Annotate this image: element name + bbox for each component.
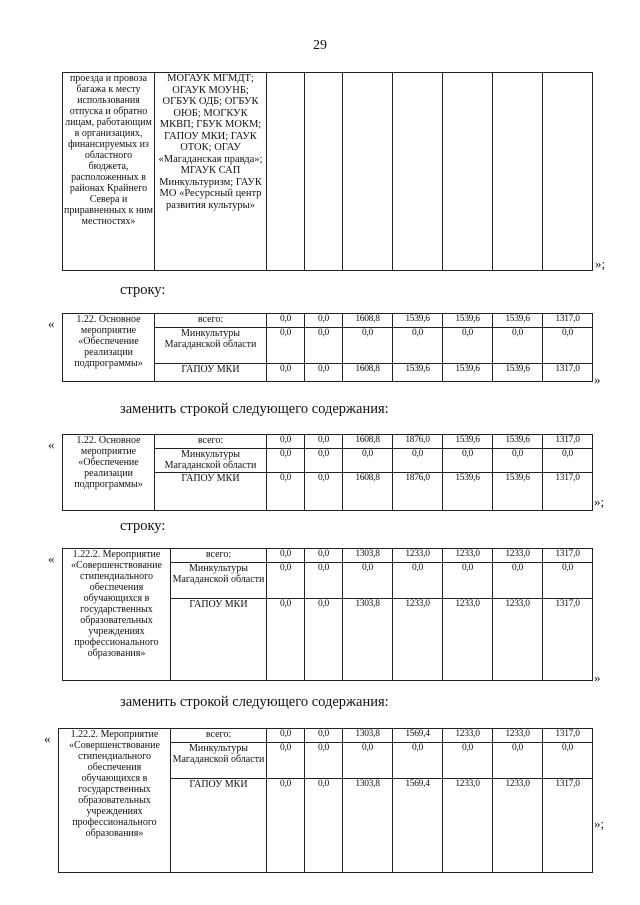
block2-exec-total: всего: [155,435,267,449]
value-cell: 1233,0 [493,729,543,743]
top-continuation-table [62,72,593,271]
value-cell: 1317,0 [543,729,593,743]
open-quote-3: « [48,551,55,566]
value-cell: 1876,0 [393,473,443,511]
value-cell: 1317,0 [543,549,593,563]
value-cell: 1569,4 [393,729,443,743]
block1-exec-gapou: ГАПОУ МКИ [155,364,267,382]
value-cell: 1317,0 [543,473,593,511]
block-table-1 [62,313,593,382]
value-cell: 1539,6 [493,473,543,511]
value-cell: 1608,8 [343,314,393,328]
value-cell: 1539,6 [443,314,493,328]
value-cell: 0,0 [305,435,343,449]
value-cell: 0,0 [267,599,305,681]
value-cell: 1233,0 [493,599,543,681]
value-cell: 1233,0 [493,549,543,563]
value-cell: 0,0 [343,743,393,779]
block1-exec-total: всего: [155,314,267,328]
value-cell: 1539,6 [443,364,493,382]
value-cell: 0,0 [305,743,343,779]
open-quote-2: « [48,437,55,452]
block-table-2 [62,434,593,511]
value-cell: 0,0 [305,314,343,328]
value-cell: 1303,8 [343,729,393,743]
value-cell: 1233,0 [493,779,543,873]
value-cell: 0,0 [493,743,543,779]
value-cell: 0,0 [305,729,343,743]
value-cell: 1303,8 [343,599,393,681]
value-cell: 1317,0 [543,314,593,328]
block4-exec-total: всего: [171,729,267,743]
value-cell: 0,0 [267,328,305,364]
value-cell: 0,0 [267,473,305,511]
value-cell: 0,0 [267,314,305,328]
block2-exec-ministry: Минкультуры Магаданской области [155,449,267,473]
value-cell: 0,0 [493,563,543,599]
block3-exec-total: всего: [171,549,267,563]
row-word-2: строку: [120,518,166,534]
value-cell: 1233,0 [443,729,493,743]
value-cell: 1539,6 [393,314,443,328]
close-quote-1: » [594,372,601,387]
value-cell: 0,0 [393,563,443,599]
value-cell: 0,0 [543,563,593,599]
value-cell: 1233,0 [393,599,443,681]
value-cell: 1317,0 [543,599,593,681]
close-quote-2: »; [594,494,605,509]
value-cell: 1539,6 [493,435,543,449]
value-cell: 0,0 [267,779,305,873]
value-cell: 1303,8 [343,549,393,563]
value-cell: 0,0 [305,449,343,473]
value-cell: 1233,0 [443,779,493,873]
value-cell: 1608,8 [343,473,393,511]
value-cell: 1876,0 [393,435,443,449]
value-cell: 1233,0 [443,599,493,681]
value-cell: 0,0 [305,599,343,681]
institutions-cell: МОГАУК МГМДТ; ОГАУК МОУНБ; ОГБУК ОДБ; ОГБУК ОЮБ; МОГКУК МКВП; ГБУК МОКМ; ГАПОУ МКИ; ГАУК ОТОК; ОГАУ «Магаданская правда»; МГАУК САП Минкультуризм; ГАУК МО «Ресурсный центр развития культуры» [155,73,267,271]
value-cell: 0,0 [543,449,593,473]
value-cell: 1233,0 [443,549,493,563]
close-quote-3: » [594,670,601,685]
replace-text-1: заменить строкой следующего содержания: [120,401,389,417]
value-cell: 1233,0 [393,549,443,563]
block2-name: 1.22. Основное мероприятие «Обеспечение реализации подпрограммы» [63,435,155,511]
value-cell: 0,0 [305,364,343,382]
value-cell: 1539,6 [443,473,493,511]
block4-exec-ministry: Минкультуры Магаданской области [171,743,267,779]
value-cell: 0,0 [305,473,343,511]
block-table-3 [62,548,593,681]
block-table-4 [58,728,593,873]
block4-name: 1.22.2. Мероприятие «Совершенствование стипендиального обеспечения обучающихся в государственных образовательных учреждениях профессионального образования» [59,729,171,873]
block3-exec-gapou: ГАПОУ МКИ [171,599,267,681]
value-cell: 1317,0 [543,435,593,449]
value-cell: 0,0 [267,364,305,382]
value-cell: 0,0 [393,328,443,364]
value-cell: 0,0 [305,563,343,599]
value-cell: 0,0 [443,449,493,473]
value-cell: 0,0 [267,743,305,779]
value-cell: 0,0 [343,328,393,364]
block3-exec-ministry: Минкультуры Магаданской области [171,563,267,599]
value-cell: 1539,6 [393,364,443,382]
open-quote-1: « [48,316,55,331]
replace-text-2: заменить строкой следующего содержания: [120,694,389,710]
value-cell: 1539,6 [443,435,493,449]
value-cell: 0,0 [267,563,305,599]
value-cell: 1569,4 [393,779,443,873]
value-cell: 1317,0 [543,364,593,382]
closing-quote-top: »; [595,256,606,271]
purpose-cell: проезда и провоза багажа к месту использования отпуска и обратно лицам, работающим в организациях, финансируемых из областного бюджета, расположенных в районах Крайнего Севера и приравненных к ним местностях» [63,73,155,271]
value-cell: 0,0 [543,328,593,364]
value-cell: 0,0 [443,743,493,779]
value-cell: 1608,8 [343,435,393,449]
value-cell: 1317,0 [543,779,593,873]
value-cell: 0,0 [305,328,343,364]
value-cell: 1608,8 [343,364,393,382]
value-cell: 0,0 [267,549,305,563]
value-cell: 0,0 [343,563,393,599]
value-cell: 0,0 [305,549,343,563]
value-cell: 0,0 [443,563,493,599]
page-number: 29 [313,38,327,53]
open-quote-4: « [44,731,51,746]
value-cell: 0,0 [493,328,543,364]
block3-name: 1.22.2. Мероприятие «Совершенствование стипендиального обеспечения обучающихся в государственных образовательных учреждениях профессионального образования» [63,549,171,681]
value-cell: 0,0 [493,449,543,473]
block1-name: 1.22. Основное мероприятие «Обеспечение реализации подпрограммы» [63,314,155,382]
value-cell: 0,0 [267,435,305,449]
value-cell: 0,0 [543,743,593,779]
block2-exec-gapou: ГАПОУ МКИ [155,473,267,511]
value-cell: 1539,6 [493,364,543,382]
row-word-1: строку: [120,282,166,298]
value-cell: 0,0 [443,328,493,364]
value-cell: 1303,8 [343,779,393,873]
value-cell: 0,0 [267,729,305,743]
value-cell: 0,0 [305,779,343,873]
block1-exec-ministry: Минкультуры Магаданской области [155,328,267,364]
value-cell: 0,0 [393,743,443,779]
value-cell: 0,0 [267,449,305,473]
block4-exec-gapou: ГАПОУ МКИ [171,779,267,873]
value-cell: 0,0 [393,449,443,473]
value-cell: 1539,6 [493,314,543,328]
value-cell: 0,0 [343,449,393,473]
close-quote-4: »; [594,816,605,831]
